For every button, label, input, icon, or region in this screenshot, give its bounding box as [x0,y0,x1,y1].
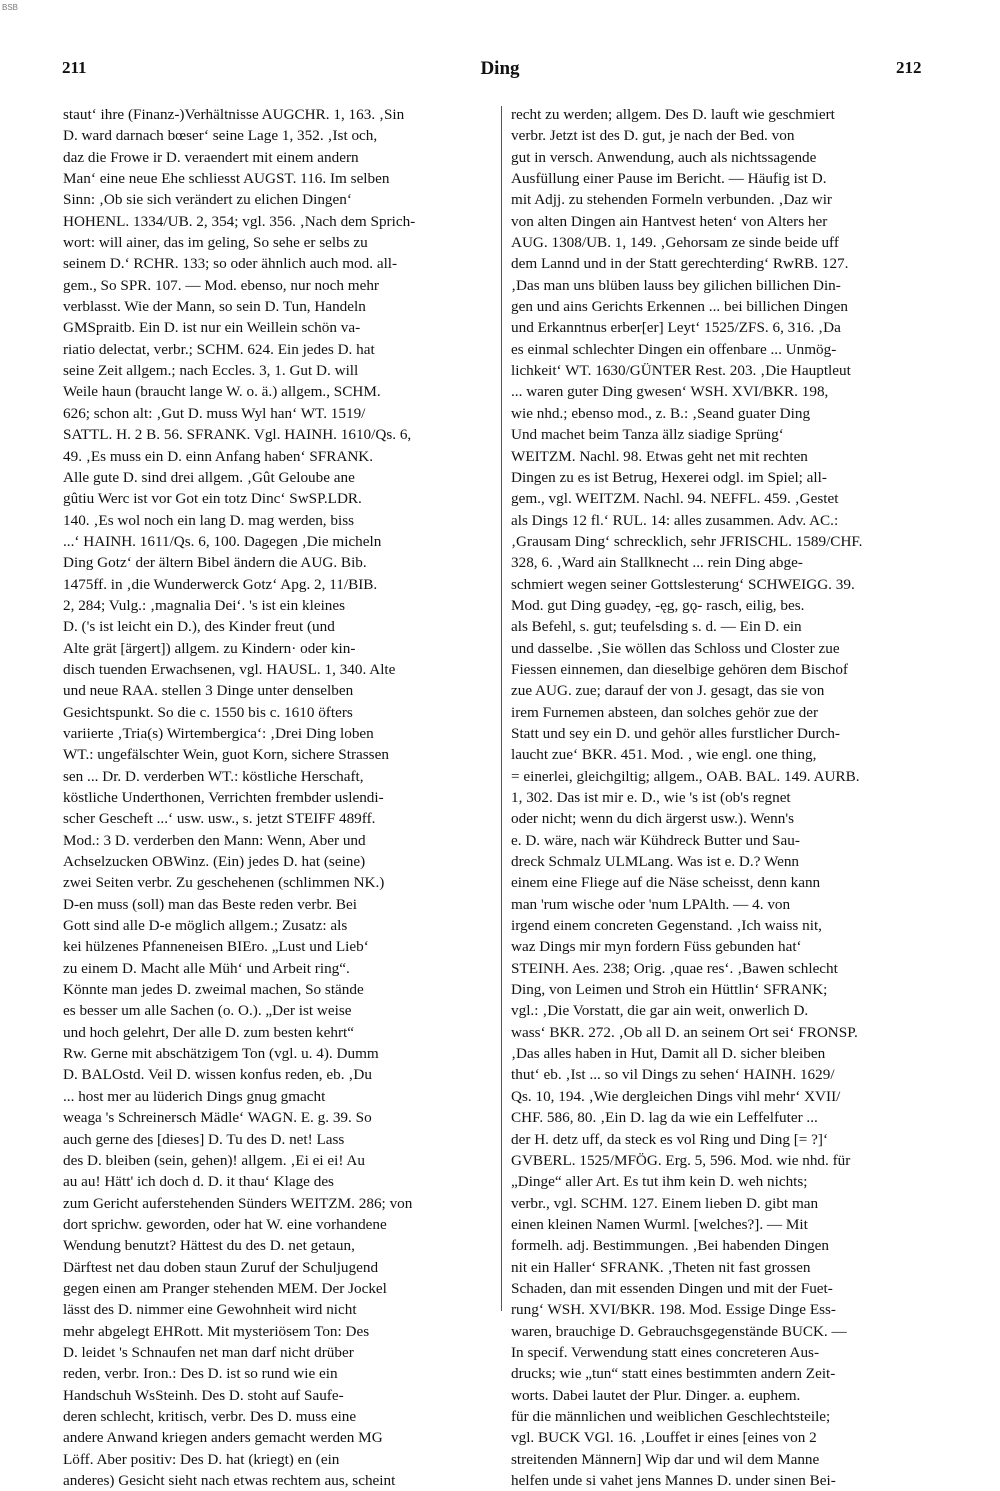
text-line: wass‘ BKR. 272. ‚Ob all D. an seinem Ort sei‘ FRONSP. [511,1023,858,1041]
text-line: waren, brauchige D. Gebrauchsgegenstände BUCK. — [511,1322,847,1340]
text-line: formelh. adj. Bestimmungen. ‚Bei habenden Dingen [511,1237,830,1255]
text-line: zue AUG. zue; darauf der von J. gesagt, das sie von [511,682,825,700]
text-line: Wendung benutzt? Hättest du des D. net getaun, [63,1237,355,1255]
text-line: Alte grät [ärgert]) allgem. zu Kindern· oder kin- [63,639,356,657]
text-line: STEINH. Aes. 238; Orig. ‚quae res‘. ‚Bawen schlecht [511,959,838,977]
text-line: einem eine Fliege auf die Näse scheisst, denn kann [511,874,821,892]
text-line: weaga 's Schreinersch Mädle‘ WAGN. E. g. 39. So [63,1109,372,1127]
text-line: ... host mer au lüderich Dings gnug gmacht [63,1087,326,1105]
text-line: waz Dings mir myn fordern Füss gebunden hat‘ [511,938,802,956]
text-line: wort: will ainer, das im geling, So sehe er selbs zu [63,234,368,252]
text-line: 1475ff. in ‚die Wunderwerck Gotz‘ Apg. 2, 11/BIB. [63,575,378,593]
text-line: reden, verbr. Iron.: Des D. ist so rund wie ein [63,1365,338,1383]
text-line: Mod. gut Ding guədęy, -ęg, gǫ- rasch, eilig, bes. [511,596,805,614]
text-line: laucht zue‘ BKR. 451. Mod. ‚ wie engl. one thing, [511,746,817,764]
text-line: verblasst. Wie der Mann, so sein D. Tun, Handeln [63,298,366,316]
column-divider [501,106,502,1311]
text-line: helfen unde si vahet jens Mannes D. under sinen Bei- [511,1472,836,1489]
text-line: D. leidet 's Schnaufen net man darf nicht drüber [63,1343,354,1361]
text-line: vgl. BUCK VGl. 16. ‚Louffet ir eines [eines von 2 [511,1429,817,1447]
text-line: ‚Das alles haben in Hut, Damit all D. sicher bleiben [511,1045,826,1063]
text-line: e. D. wäre, nach wär Kühdreck Butter und Sau- [511,831,800,849]
text-line: 140. ‚Es wol noch ein lang D. mag werden, biss [63,511,355,529]
text-line: Alle gute D. sind drei allgem. ‚Gût Geloube ane [63,468,355,486]
text-line: CHF. 586, 80. ‚Ein D. lag da wie ein Leffelfuter ... [511,1109,818,1127]
text-line: seinem D.‘ RCHR. 133; so oder ähnlich auch mod. all- [63,255,398,273]
text-line: gegen einen am Pranger stehenden MEM. Der Jockel [63,1279,387,1297]
text-line: gûtiu Werc ist vor Got ein totz Dinc‘ SwSP.LDR. [63,490,362,508]
text-line: rung‘ WSH. XVI/BKR. 198. Mod. Essige Dinge Ess- [511,1301,836,1319]
text-line: dort sprichw. geworden, oder hat W. eine vorhandene [63,1215,387,1233]
text-line: Und machet beim Tanza ällz siadige Sprüng‘ [511,426,784,444]
text-line: In specif. Verwendung statt eines concreteren Aus- [511,1343,820,1361]
text-line: gem., vgl. WEITZM. Nachl. 94. NEFFL. 459. ‚Gestet [511,490,839,508]
text-line: zwei Seiten verbr. Zu geschehenen (schlimmen NK.) [63,874,385,892]
text-line: irem Furnemen absteen, dan solches gehör zue der [511,703,819,721]
text-line: thut‘ eb. ‚Ist ... so vil Dings zu sehen‘ HAINH. 1629/ [511,1066,835,1084]
text-line: Schaden, dan mit essenden Dingen und mit der Fuet- [511,1279,833,1297]
text-line: 626; schon alt: ‚Gut D. muss Wyl han‘ WT. 1519/ [63,404,366,422]
text-line: gen und ains Gerichts Erkennen ... bei billichen Dingen [511,298,848,316]
text-line: AUG. 1308/UB. 1, 149. ‚Gehorsam ze sinde beide uff [511,234,839,252]
text-line: Dingen zu es ist Betrug, Hexerei odgl. im Spiel; all- [511,468,827,486]
text-line: Könnte man jedes D. zweimal machen, So stände [63,981,364,999]
text-line: 1, 302. Das ist mir e. D., wie 's ist (ob's regnet [511,789,791,806]
text-line: Man‘ eine neue Ehe schliesst AUGST. 116. Im selben [63,170,390,188]
text-line: 2, 284; Vulg.: ‚magnalia Dei‘. 's ist ein kleines [63,596,346,614]
text-line: Statt und sey ein D. und gehör alles furstlicher Durch- [511,724,840,742]
text-line: einen kleinen Namen Wurml. [welches?]. — Mit [511,1215,808,1233]
text-line: als Befehl, s. gut; teufelsding s. d. — Ein D. ein [511,618,802,636]
text-line: variierte ‚Tria(s) Wirtembergica‘: ‚Drei Ding loben [63,724,374,742]
text-line: ... waren guter Ding gwesen‘ WSH. XVI/BKR. 198, [511,383,829,401]
text-line: vgl.: ‚Die Vorstatt, die gar ain weit, onwerlich D. [511,1002,809,1020]
text-line: streitenden Männern] Wip dar und wil dem Manne [511,1450,820,1468]
right-column [511,104,943,1491]
text-line: Handschuh WsSteinh. Des D. stoht auf Saufe- [63,1386,344,1404]
text-line: Gesichtspunkt. So die c. 1550 bis c. 1610 öfters [63,703,353,721]
text-line: lichkeit‘ WT. 1630/GÜNTER Rest. 203. ‚Die Hauptleut [511,362,851,380]
text-line: dem Lannd und in der Statt gerechterding‘ RwRB. 127. [511,255,849,273]
text-line: der H. detz uff, da steck es vol Ring und Ding [= ?]‘ [511,1130,829,1148]
text-line: drucks; wie „tun“ statt eines bestimmten andern Zeit- [511,1365,836,1383]
text-line: D. BALOstd. Veil D. wissen konfus reden, eb. ‚Du [63,1066,372,1084]
text-line: für die männlichen und weiblichen Geschlechtsteile; [511,1407,831,1425]
text-line: und neue RAA. stellen 3 Dinge unter denselben [63,682,354,700]
text-line: D. ward darnach bœser‘ seine Lage 1, 352. ‚Ist och, [63,127,378,145]
text-line: disch tuenden Erwachsenen, vgl. HAUSL. 1, 340. Alte [63,660,396,678]
text-line: GMSpraitb. Ein D. ist nur ein Weillein schön va- [63,319,361,337]
text-line: gut in versch. Anwendung, auch als nichtssagende [511,148,817,166]
text-line: anderes) Gesicht sieht nach etwas rechtem aus, scheint [63,1472,396,1489]
text-line: kei hülzenes Pfanneneisen BIEro. „Lust und Lieb‘ [63,938,369,956]
text-line: zum Gericht auferstehenden Sünders WEITZM. 286; von [63,1194,413,1212]
text-line: Mod.: 3 D. verderben den Mann: Wenn, Aber und [63,831,366,849]
text-line: dreck Schmalz ULMLang. Was ist e. D.? Wenn [511,853,800,871]
text-line: lässt des D. nimmer eine Gewohnheit wird nicht [63,1301,357,1319]
page-number-left: 211 [62,58,87,77]
text-line: 328, 6. ‚Ward ain Stallknecht ... rein Ding abge- [511,554,803,572]
text-line: WT.: ungefälschter Wein, guot Korn, sichere Strassen [63,746,389,764]
text-line: recht zu werden; allgem. Des D. lauft wie geschmiert [511,106,835,123]
text-line: daz die Frowe ir D. veraendert mit einem andern [63,148,359,166]
text-line: als Dings 12 fl.‘ RUL. 14: alles zusammen. Adv. AC.: [511,511,839,529]
text-line: mit Adjj. zu stehenden Formeln verbunden. ‚Daz wir [511,191,832,209]
text-line: nit ein Haller‘ SFRANK. ‚Theten nit fast grossen [511,1258,811,1276]
text-line: au au! Hätt' ich doch d. D. it thau‘ Klage des [63,1173,334,1191]
text-line: und Erkanntnus erber[er] Leyt‘ 1525/ZFS. 6, 316. ‚Da [511,319,841,337]
text-line: gem., So SPR. 107. — Mod. ebenso, nur noch mehr [63,276,379,294]
left-column [63,104,495,1491]
text-line: oder nicht; wenn du dich ärgerst usw.). Wenn's [511,810,794,828]
text-line: staut‘ ihre (Finanz-)Verhältnisse AUGCHR. 1, 163. ‚Sin [63,106,405,123]
text-line: Sinn: ‚Ob sie sich verändert zu elichen Dingen‘ [63,191,352,209]
text-line: Därftest net dau doben staun Zuruf der Schuljugend [63,1258,379,1276]
text-line: und dasselbe. ‚Sie wöllen das Schloss und Closter zue [511,639,840,657]
text-line: Weile haun (braucht lange W. o. ä.) allgem., SCHM. [63,383,381,401]
text-line: auch gerne des [dieses] D. Tu des D. net! Lass [63,1130,345,1148]
text-line: D-en muss (soll) man das Beste reden verbr. Bei [63,895,357,913]
text-line: Achselzucken OBWinz. (Ein) jedes D. hat (seine) [63,853,366,871]
text-line: HOHENL. 1334/UB. 2, 354; vgl. 356. ‚Nach dem Sprich- [63,212,416,230]
text-line: des D. bleiben (sein, gehen)! allgem. ‚Ei ei ei! Au [63,1151,365,1169]
text-line: Ding, von Leimen und Stroh ein Hüttlin‘ SFRANK; [511,981,828,999]
text-line: worts. Dabei lautet der Plur. Dinger. a. euphem. [511,1386,801,1404]
text-line: 49. ‚Es muss ein D. einn Anfang haben‘ SFRANK. [63,447,374,465]
text-line: Rw. Gerne mit abschätzigem Ton (vgl. u. 4). Dumm [63,1045,379,1063]
text-line: Ding Gotz‘ der ältern Bibel ändern die AUG. Bib. [63,554,367,572]
text-line: WEITZM. Nachl. 98. Etwas geht net mit rechten [511,447,808,465]
text-line: Qs. 10, 194. ‚Wie dergleichen Dings vihl mehr‘ XVII/ [511,1087,841,1105]
text-line: Fiessen einnemen, dan dieselbige gehören dem Bischof [511,660,848,678]
text-line: Gott sind alle D-e möglich allgem.; Zusatz: als [63,917,348,935]
text-line: zu einem D. Macht alle Müh‘ und Arbeit ring“. [63,959,350,977]
text-line: scher Gescheft ...‘ usw. usw., s. jetzt STEIFF 489ff. [63,810,376,828]
text-line: irgend einem concreten Gegenstand. ‚Ich waiss nit, [511,917,822,935]
text-line: Ausfüllung einer Pause im Bericht. — Häufig ist D. [511,170,827,188]
text-line: es einmal schlechter Dingen ein offenbare ... Unmög- [511,340,837,358]
text-line: von alten Dingen ain Hantvest heten‘ von Alters her [511,212,828,230]
text-line: köstliche Underthonen, Verrichten frembder uslendi- [63,789,384,806]
text-line: andere Anwand kriegen anders gemacht werden MG [63,1429,383,1447]
text-line: „Dinge“ aller Art. Es tut ihm kein D. weh nichts; [511,1173,808,1191]
text-line: und hoch gelehrt, Der alle D. zum besten kehrt“ [63,1023,354,1041]
text-line: SATTL. H. 2 B. 56. SFRANK. Vgl. HAINH. 1610/Qs. 6, [63,426,412,444]
text-line: ‚Grausam Ding‘ schrecklich, sehr JFRISCHL. 1589/CHF. [511,532,863,550]
text-line: sen ... Dr. D. verderben WT.: köstliche Herschaft, [63,767,364,785]
text-line: verbr. Jetzt ist des D. gut, je nach der Bed. von [511,127,795,145]
text-line: GVBERL. 1525/MFÖG. Erg. 5, 596. Mod. wie nhd. für [511,1151,851,1169]
text-line: mehr abgelegt EHRott. Mit mysteriösem Ton: Des [63,1322,370,1340]
text-line: wie nhd.; ebenso mod., z. B.: ‚Seand guater Ding [511,404,811,422]
headword-title: Ding [480,58,520,79]
page-number-right: 212 [896,58,922,77]
text-line: D. ('s ist leicht ein D.), des Kinder freut (und [63,618,335,636]
text-line: verbr., vgl. SCHM. 127. Einem lieben D. gibt man [511,1194,819,1212]
text-line: riatio delectat, verbr.; SCHM. 624. Ein jedes D. hat [63,340,375,358]
text-line: ‚Das man uns blüben lauss bey gilichen billichen Din- [511,276,841,294]
text-line: deren schlecht, kritisch, verbr. Des D. muss eine [63,1407,357,1425]
library-stamp: BSB [2,3,19,12]
text-line: ...‘ HAINH. 1611/Qs. 6, 100. Dagegen ‚Die micheln [63,532,382,550]
text-line: schmiert wegen seiner Gottslesterung‘ SCHWEIGG. 39. [511,575,855,593]
text-line: Löff. Aber positiv: Des D. hat (kriegt) en (ein [63,1450,340,1468]
text-line: = einerlei, gleichgiltig; allgem., OAB. BAL. 149. AURB. [511,767,860,785]
text-line: seine Zeit allgem.; nach Eccles. 3, 1. Gut D. will [63,362,359,380]
text-line: es besser um alle Sachen (o. O.). „Der ist weise [63,1002,352,1020]
text-line: man 'rum wische oder 'num LPAlth. — 4. von [511,895,791,913]
